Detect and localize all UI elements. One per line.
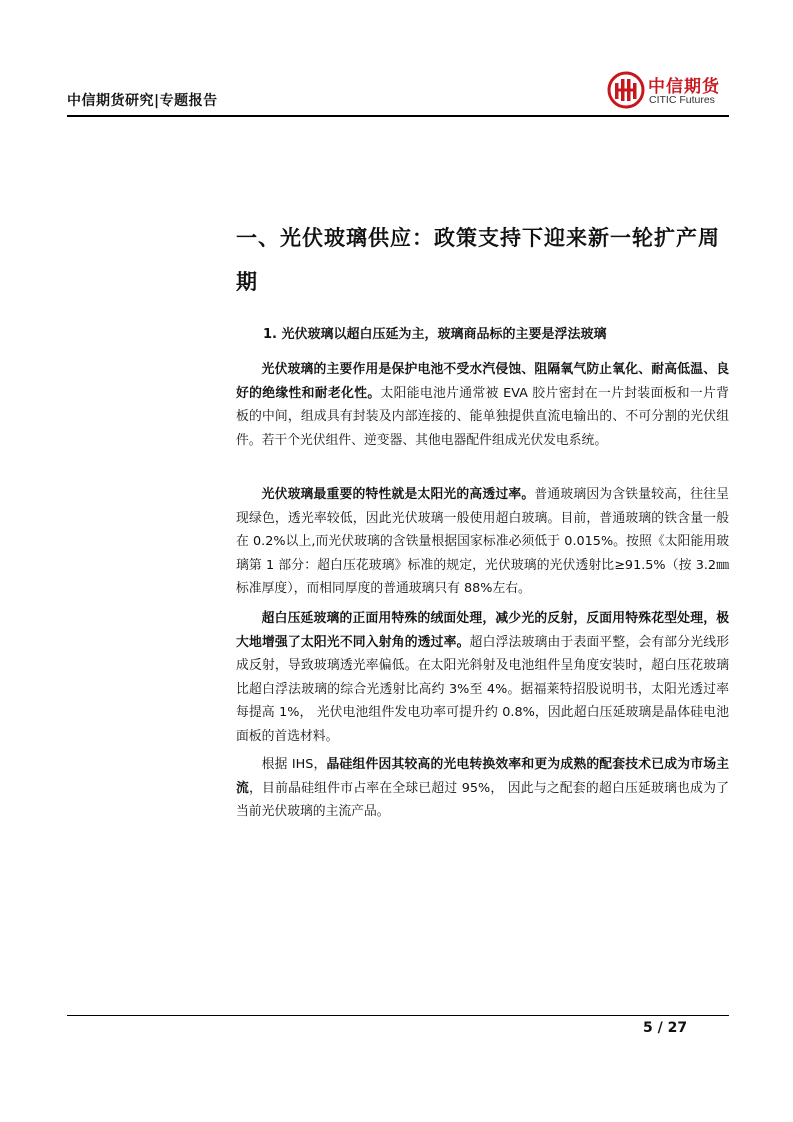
paragraph	[236, 358, 729, 452]
paragraph	[236, 483, 729, 601]
report-header-title: 中信期货研究|专题报告	[67, 93, 218, 109]
citic-futures-logo	[606, 70, 726, 114]
logo-english-name: CITIC Futures	[649, 94, 715, 106]
citic-logo-icon	[606, 70, 646, 110]
header-divider	[67, 115, 729, 117]
footer-divider	[67, 1015, 729, 1016]
subsection-heading: 1. 光伏玻璃以超白压延为主，玻璃商品标的主要是浮法玻璃	[263, 327, 607, 342]
paragraph-text: 太阳能电池片通常被 EVA 胶片密封在一片封装面板和一片背板的中间，组成具有封装及内部连接的、能单独提供直流电输出的、不可分割的光伏组件。若干个光伏组件、逆变器、其他电器配件组成光伏发电系统。	[236, 385, 729, 448]
paragraph-tail-text: ，目前晶硅组件市占率在全球已超过 95%， 因此与之配套的超白压延玻璃也成为了当前光伏玻璃的主流产品。	[236, 780, 729, 819]
paragraph	[236, 753, 729, 824]
paragraph	[236, 607, 729, 748]
paragraph-lead-bold: 超白压延玻璃的正面用特殊的绒面处理，减少光的反射，反面用特殊花型处理，极大地增强了太阳光不同入射角的透过率。	[236, 611, 729, 650]
page-number: 5 / 27	[643, 1020, 688, 1036]
paragraph-inline-bold: 晶硅组件因其较高的光电转换效率和更为成熟的配套技术已成为市场主流	[236, 757, 730, 796]
paragraph-text: 普通玻璃因为含铁量较高，往往呈现绿色，透光率较低，因此光伏玻璃一般使用超白玻璃。目前，普通玻璃的铁含量一般在 0.2%以上,而光伏玻璃的含铁量根据国家标准必须低于 0.015%。按照《太阳能用玻璃第 1 部分：超白压花玻璃》标准的规定，光伏玻璃的光伏透射比≥91.5%（按 3.2㎜标准厚度），而相同厚度的普通玻璃只有 88%左右。	[236, 487, 730, 596]
section-title: 一、光伏玻璃供应：政策支持下迎来新一轮扩产周期	[236, 226, 720, 294]
paragraph-text: 根据 IHS，	[261, 757, 327, 772]
paragraph-lead-bold: 光伏玻璃最重要的特性就是太阳光的高透过率。	[261, 487, 535, 502]
paragraph-lead-bold: 光伏玻璃的主要作用是保护电池不受水汽侵蚀、阻隔氧气防止氧化、耐高低温、良好的绝缘性和耐老化性。	[236, 362, 729, 401]
paragraph-text: 超白浮法玻璃由于表面平整，会有部分光线形成反射，导致玻璃透光率偏低。在太阳光斜射及电池组件呈角度安装时，超白压花玻璃比超白浮法玻璃的综合光透射比高约 3%至 4%。据福莱特招股说明书，太阳光透过率每提高 1%， 光伏电池组件发电功率可提升约 0.8%，因此超白压延玻璃是晶体硅电池面板的首选材料。	[236, 634, 730, 744]
logo-chinese-name: 中信期货	[648, 77, 720, 97]
